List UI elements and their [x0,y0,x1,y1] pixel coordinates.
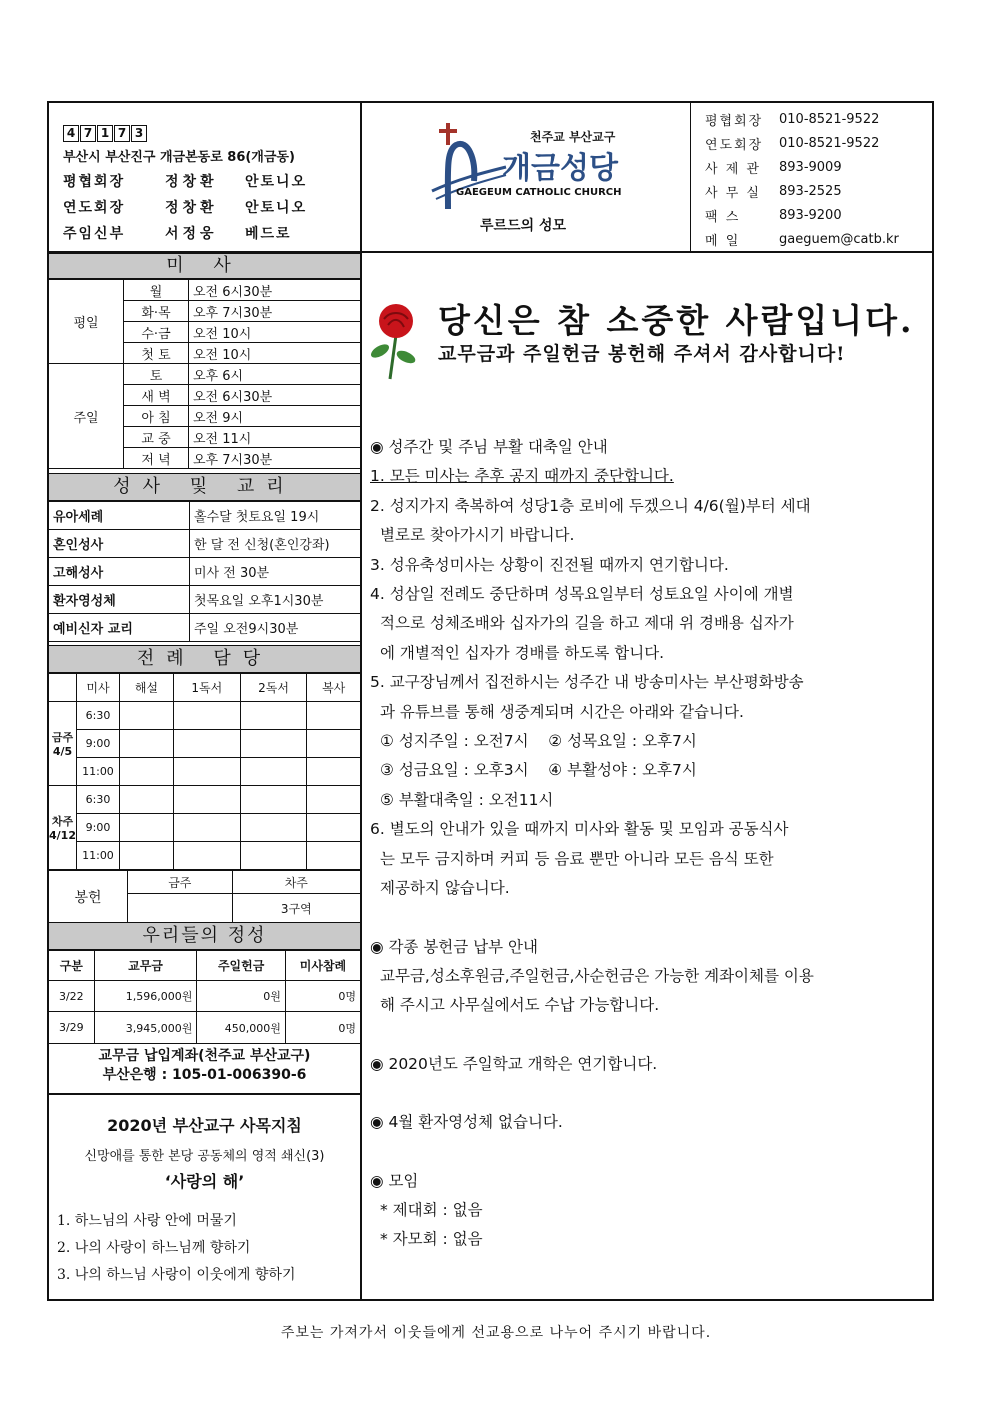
notice-line: 4. 성삼일 전례도 중단하며 성목요일부터 성토요일 사이에 개별 [370,585,794,604]
address: 부산시 부산진구 개금본동로 86(개금동) [63,150,295,165]
mass-time: 오전 6시30분 [189,280,361,301]
offerings-table [49,950,360,1044]
officer-baptismal: 안토니오 [245,174,308,190]
liturgy-next-week-label: 차주 4/12 [49,786,76,870]
sacraments-table [49,501,360,642]
mass-sunday-label: 주일 [49,364,124,469]
contact-value: 893-9200 [779,207,842,223]
contact-label: 연도회장 [705,137,764,153]
liturgy-corner [49,674,76,702]
contact-label: 메 일 [705,233,741,249]
subheadline: 교무금과 주일헌금 봉헌해 주셔서 감사합니다! [438,343,846,365]
contact-row [705,179,934,203]
notice-line: 5. 교구장님께서 집전하시는 성주간 내 방송미사는 부산평화방송 [370,673,804,692]
offering-duty-label: 봉헌 [49,871,128,923]
notice-line: 는 모두 금지하며 커피 등 음료 뿐만 아니라 모든 음식 또한 [380,849,774,868]
sacrament-value: 홀수달 첫토요일 19시 [190,502,361,530]
zip-digit: 4 [63,125,79,142]
sacrament-value: 미사 전 30분 [190,558,361,586]
offerings-col-header: 주일헌금 [197,951,286,981]
officer-row [63,197,360,217]
church-logo-block [362,103,690,253]
mass-time: 오전 11시 [189,427,361,448]
church-name: 개금성당 [502,151,618,186]
contact-row [705,203,934,227]
officer-role: 연도회장 [63,200,126,216]
diocese-name: 천주교 부산교구 [530,130,616,144]
contact-label: 사 무 실 [705,185,761,201]
offering-duty-col: 차주 [232,871,360,894]
sacrament-name: 고해성사 [49,558,190,586]
sacrament-name: 예비신자 교리 [49,614,190,642]
mass-day: 월 [124,280,189,301]
notice-section-title: ◉ 4월 환자영성체 없습니다. [370,1113,563,1132]
notice-line: * 자모회 : 없음 [380,1230,483,1249]
notice-line: 에 개별적인 십자가 경배를 하도록 합니다. [380,643,665,662]
pastoral-item: 2. 나의 사랑이 하느님께 향하기 [57,1240,251,1256]
notice-line: ① 성지주일 : 오전7시 ② 성목요일 : 오후7시 [380,732,697,751]
officer-role: 평협회장 [63,174,126,190]
notice-line: 과 유튜브를 통해 생중계되며 시간은 아래와 같습니다. [380,702,744,721]
offering-duty-value: 3구역 [232,894,360,923]
sacrament-name: 유아세례 [49,502,190,530]
mass-time: 오전 6시30분 [189,385,361,406]
offerings-col-header: 구분 [49,951,94,981]
account-number: 부산은행 : 105-01-006390-6 [102,1067,307,1083]
sacrament-name: 환자영성체 [49,586,190,614]
liturgy-time: 11:00 [76,842,119,870]
offerings-col-header: 미사참례 [285,951,360,981]
offerings-date: 3/22 [49,981,94,1012]
liturgy-time: 11:00 [76,758,119,786]
contact-row [705,107,934,131]
mass-day: 저 녁 [124,448,189,469]
mass-day: 첫 토 [124,343,189,364]
officer-row [63,171,360,191]
contact-label: 평협회장 [705,113,764,129]
divider [49,1093,360,1095]
offerings-attend: 0명 [285,981,360,1012]
mass-table [49,279,360,469]
notice-section-title: ◉ 성주간 및 주님 부활 대축일 안내 [370,438,608,456]
mass-day: 새 벽 [124,385,189,406]
mass-day: 교 중 [124,427,189,448]
pastoral-list [57,1208,295,1289]
offering-duty-table [49,870,360,923]
officer-baptismal: 안토니오 [245,200,308,216]
notice-section-title: ◉ 2020년도 주일학교 개학은 연기합니다. [370,1054,658,1073]
contact-row [705,131,934,155]
liturgy-time: 6:30 [76,786,119,814]
pastoral-item: 3. 나의 하느님 사랑이 이웃에게 향하기 [57,1267,296,1283]
mass-time: 오후 6시 [189,364,361,385]
zip-code [63,125,360,142]
mass-weekday-label: 평일 [49,280,124,364]
notice-line: 1. 모든 미사는 추후 공지 때까지 중단합니다. [370,467,674,486]
sacrament-value: 한 달 전 신청(혼인강좌) [190,530,361,558]
liturgy-col-header: 해설 [119,674,173,702]
officer-name: 서정웅 [165,226,218,242]
offerings-dues: 3,945,000원 [94,1012,197,1044]
offerings-sunday: 450,000원 [197,1012,286,1044]
contact-value: 010-8521-9522 [779,135,880,151]
notice-line: ③ 성금요일 : 오후3시 ④ 부활성야 : 오후7시 [380,761,697,780]
notice-section-title: ◉ 모임 [370,1171,419,1190]
notice-line: 2. 성지가지 축복하여 성당1층 로비에 두겠으니 4/6(월)부터 세대 [370,496,811,515]
notice-line: 해 주시고 사무실에서도 수납 가능합니다. [380,996,660,1015]
liturgy-col-header: 2독서 [240,674,307,702]
zip-digit: 3 [131,125,147,142]
notice-section-title: ◉ 각종 봉헌금 납부 안내 [370,937,538,956]
liturgy-title: 전례 담당 [49,645,360,673]
officer-baptismal: 베드로 [245,226,292,242]
mass-time: 오전 9시 [189,406,361,427]
headline: 당신은 참 소중한 사람입니다. [438,301,915,340]
rose-icon [368,301,424,381]
notice-line: 제공하지 않습니다. [380,879,510,898]
offering-duty-value [128,894,233,923]
contact-label: 팩 스 [705,209,741,225]
officer-name: 정창환 [165,174,218,190]
contact-value: 893-9009 [779,159,842,175]
contact-value: gaeguem@catb.kr [779,231,899,247]
mass-day: 토 [124,364,189,385]
left-column [49,253,362,1301]
notice-line: 3. 성유축성미사는 상황이 진전될 때까지 연기합니다. [370,555,729,574]
notice-line: ⑤ 부활대축일 : 오전11시 [380,790,554,809]
mass-time: 오전 10시 [189,343,361,364]
mass-time: 오전 10시 [189,322,361,343]
liturgy-col-header: 미사 [76,674,119,702]
mass-day: 화·목 [124,301,189,322]
church-logo-icon [428,121,508,213]
officer-name: 정창환 [165,200,218,216]
mass-day: 아 침 [124,406,189,427]
patron-name: 루르드의 성모 [480,218,567,234]
officer-role: 주임신부 [63,226,126,242]
notice-line: 교무금,성소후원금,주일헌금,사순헌금은 가능한 계좌이체를 이용 [380,966,814,985]
notice-line: 별로로 찾아가시기 바랍니다. [380,526,575,545]
right-column [362,253,934,1301]
account-title: 교무금 납입계좌(천주교 부산교구) [98,1048,311,1064]
contact-label: 사 제 관 [705,161,761,177]
sacrament-name: 혼인성사 [49,530,190,558]
offerings-date: 3/29 [49,1012,94,1044]
zip-digit: 7 [80,125,96,142]
church-name-en: GAEGEUM CATHOLIC CHURCH [456,187,622,198]
mass-time: 오후 7시30분 [189,301,361,322]
footer-note: 주보는 가져가서 이웃들에게 선교용으로 나누어 주시기 바랍니다. [280,1325,712,1341]
sacraments-title: 성사 및 교리 [49,473,360,501]
zip-digit: 7 [114,125,130,142]
notice-line: 6. 별도의 안내가 있을 때까지 미사와 활동 및 모임과 공동식사 [370,820,789,839]
offering-duty-col: 금주 [128,871,233,894]
pastoral-item: 1. 하느님의 사랑 안에 머물기 [57,1213,237,1229]
offerings-col-header: 교무금 [94,951,197,981]
liturgy-col-header: 1독서 [173,674,240,702]
notice-line: 적으로 성체조배와 십자가의 길을 하고 제대 위 경배용 십자가 [380,614,794,633]
liturgy-time: 9:00 [76,814,119,842]
zip-digit: 1 [97,125,113,142]
contact-value: 010-8521-9522 [779,111,880,127]
contact-row [705,227,934,251]
pastoral-theme: ‘사랑의 해’ [164,1172,245,1191]
liturgy-this-week-label: 금주 4/5 [49,702,76,786]
offerings-dues: 1,596,000원 [94,981,197,1012]
contact-value: 893-2525 [779,183,842,199]
liturgy-time: 9:00 [76,730,119,758]
notice-body [370,433,930,1255]
mass-time: 오후 7시30분 [189,448,361,469]
mass-day: 수·금 [124,322,189,343]
sacrament-value: 첫목요일 오후1시30분 [190,586,361,614]
offerings-sunday: 0원 [197,981,286,1012]
contact-row [705,155,934,179]
notice-line: * 제대회 : 없음 [380,1200,483,1219]
liturgy-col-header: 복사 [307,674,360,702]
bulletin-frame [47,101,934,1301]
account-info [49,1047,360,1085]
pastoral-subtitle: 신망애를 통한 본당 공동체의 영적 쇄신(3) [84,1149,325,1164]
pastoral-title: 2020년 부산교구 사목지침 [107,1116,302,1135]
offerings-title: 우리들의 정성 [49,922,360,950]
liturgy-time: 6:30 [76,702,119,730]
contact-block [690,103,934,253]
header-address-block [49,103,362,253]
sacrament-value: 주일 오전9시30분 [190,614,361,642]
officer-row [63,223,360,243]
liturgy-table [49,673,360,870]
offerings-attend: 0명 [285,1012,360,1044]
mass-title: 미 사 [49,253,360,279]
